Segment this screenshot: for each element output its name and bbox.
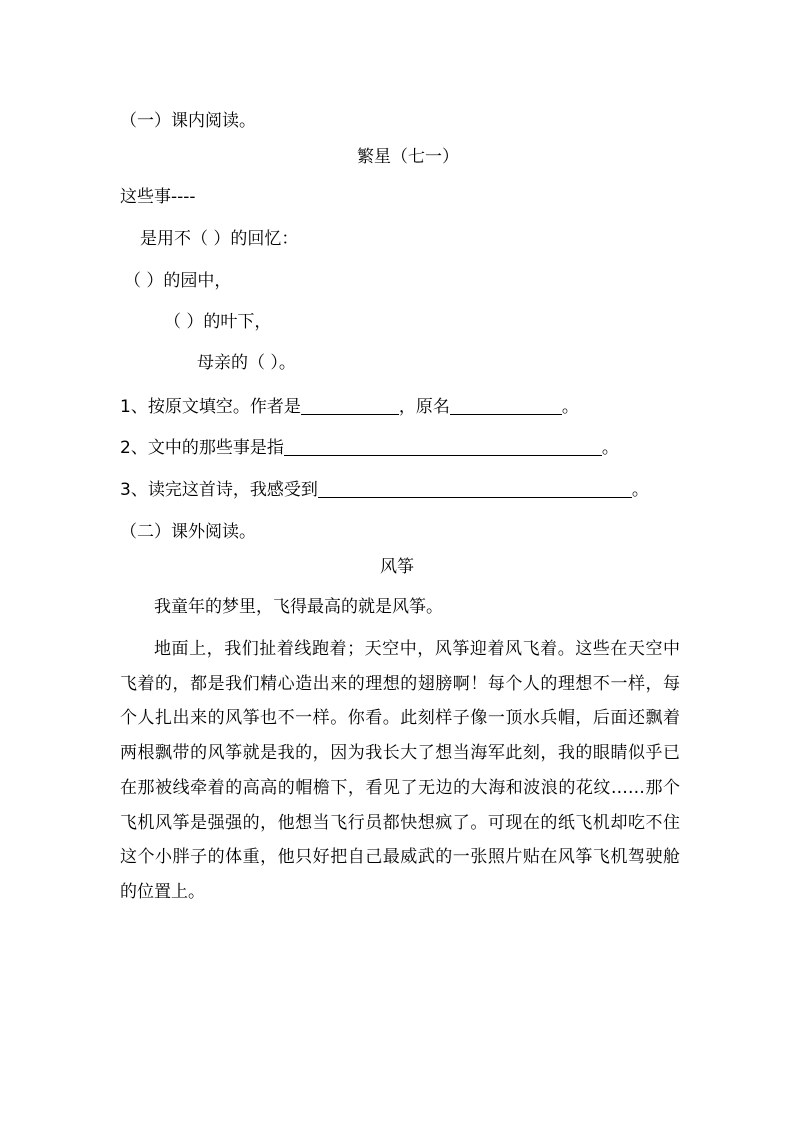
question-number: 3、: [120, 480, 148, 500]
question-text-mid: ，原名: [398, 397, 450, 417]
question-1: [120, 396, 579, 418]
question-2: [120, 437, 619, 459]
poem-line-4: （ ）的叶下，: [164, 312, 272, 332]
answer-blank-author[interactable]: [301, 396, 399, 415]
section-heading-extracurricular-reading: （二）课外阅读。: [120, 522, 256, 542]
poem-line-2: 是用不（ ）的回忆：: [140, 229, 299, 249]
question-end: 。: [631, 480, 649, 500]
question-end: 。: [601, 438, 619, 458]
question-3: [120, 479, 649, 501]
article-paragraph-2: 地面上，我们扯着线跑着；天空中，风筝迎着风飞着。这些在天空中飞着的，都是我们精心造出来的理想的翅膀啊！每个人的理想不一样，每个人扎出来的风筝也不一样。你看。此刻样子像一顶水兵帽，后面还飘着两根飘带的风筝就是我的，因为我长大了想当海军此刻，我的眼睛似乎已在那被线牵着的高高的帽檐下，看见了无边的大海和波浪的花纹……那个飞机风筝是强强的，他想当飞行员都快想疯了。可现在的纸飞机却吃不住这个小胖子的体重，他只好把自己最威武的一张照片贴在风筝飞机驾驶舱的位置上。: [120, 639, 680, 902]
article-title: 风筝: [380, 557, 414, 577]
question-number: 2、: [120, 438, 148, 458]
poem-line-1: 这些事----: [120, 187, 196, 207]
answer-blank-those-things[interactable]: [284, 437, 602, 456]
question-end: 。: [561, 397, 579, 417]
answer-blank-original-name[interactable]: [450, 396, 562, 415]
section-heading-in-class-reading: （一）课内阅读。: [120, 111, 256, 131]
article-paragraph-1: 我童年的梦里，飞得最高的就是风筝。: [154, 597, 443, 617]
answer-blank-feeling[interactable]: [318, 479, 632, 498]
poem-line-5: 母亲的（ ）。: [197, 353, 296, 373]
poem-title: 繁星（七一）: [357, 147, 459, 167]
question-text: 文中的那些事是指: [147, 438, 284, 458]
poem-line-3: （ ）的园中，: [124, 271, 232, 291]
question-number: 1、: [120, 397, 148, 417]
question-text: 按原文填空。作者是: [147, 397, 301, 417]
question-text: 读完这首诗，我感受到: [147, 480, 318, 500]
